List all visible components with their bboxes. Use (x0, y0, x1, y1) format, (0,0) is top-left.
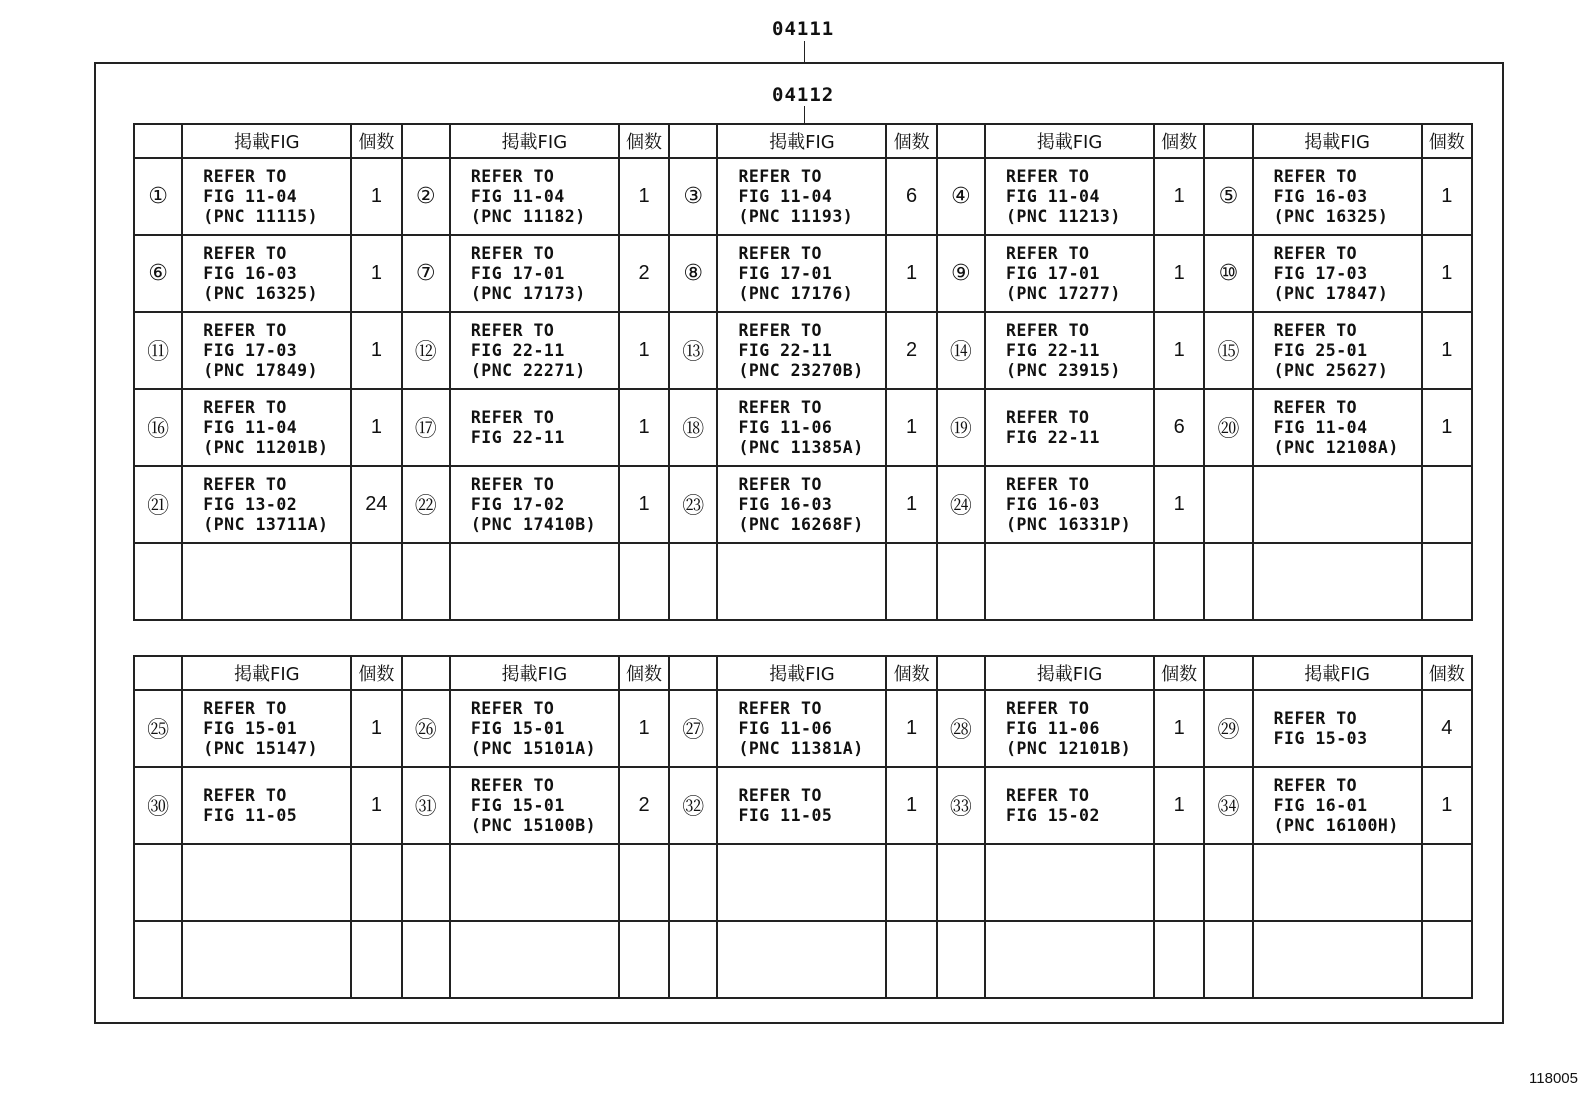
fig-reference-line: (PNC 17173) (470, 283, 586, 303)
header-number-cell (1204, 124, 1252, 158)
fig-reference (985, 235, 1154, 312)
header-qty: 個数 (351, 656, 401, 690)
fig-reference (985, 690, 1154, 767)
fig-reference-line: FIG 17-03 (203, 340, 298, 360)
quantity: 1 (1154, 466, 1204, 543)
item-number: ⑪ (134, 312, 182, 389)
item-number (402, 921, 450, 998)
item-number (402, 844, 450, 921)
fig-reference (717, 312, 886, 389)
fig-reference-line: FIG 22-11 (470, 340, 565, 360)
fig-reference-line: REFER TO (203, 243, 287, 263)
table-row (134, 844, 1472, 921)
table-row (134, 921, 1472, 998)
item-number: ⑲ (937, 389, 985, 466)
fig-reference-line: FIG 22-11 (738, 340, 833, 360)
fig-reference-line: (PNC 25627) (1273, 360, 1389, 380)
fig-reference-line: (PNC 16325) (203, 283, 319, 303)
fig-reference (450, 767, 619, 844)
fig-reference-line: FIG 11-05 (203, 805, 298, 825)
item-number: ㉖ (402, 690, 450, 767)
fig-reference-line: (PNC 11385A) (738, 437, 864, 457)
item-number: ① (134, 158, 182, 235)
fig-reference-line: FIG 17-02 (470, 494, 565, 514)
fig-reference-line: FIG 16-03 (1273, 186, 1368, 206)
fig-reference-line: FIG 16-03 (738, 494, 833, 514)
quantity (1422, 921, 1472, 998)
quantity (1422, 844, 1472, 921)
table-row (134, 767, 1472, 844)
fig-reference-line: FIG 11-05 (738, 805, 833, 825)
header-qty: 個数 (886, 656, 936, 690)
item-number: ③ (669, 158, 717, 235)
quantity (351, 844, 401, 921)
fig-reference-line: (PNC 17410B) (470, 514, 597, 534)
item-number: ⑩ (1204, 235, 1252, 312)
illustration-id: 118005 (1529, 1070, 1578, 1087)
fig-reference-line: REFER TO (1006, 474, 1090, 494)
item-number (134, 921, 182, 998)
item-number (669, 844, 717, 921)
fig-reference-line: FIG 15-01 (470, 795, 565, 815)
quantity: 1 (351, 389, 401, 466)
fig-reference-line: REFER TO (738, 785, 822, 805)
fig-reference-line: REFER TO (738, 474, 822, 494)
fig-reference (717, 389, 886, 466)
fig-reference-line: (PNC 16325) (1273, 206, 1389, 226)
fig-reference-line: FIG 11-04 (203, 186, 298, 206)
quantity: 2 (619, 235, 669, 312)
fig-reference-line: FIG 22-11 (1006, 427, 1100, 447)
item-number (669, 921, 717, 998)
fig-reference-line: REFER TO (1273, 320, 1358, 340)
header-number-cell (937, 124, 985, 158)
fig-reference-line: FIG 17-01 (470, 263, 565, 283)
item-number: ⑥ (134, 235, 182, 312)
quantity: 1 (1422, 767, 1472, 844)
fig-reference-line: REFER TO (203, 397, 287, 417)
item-number (669, 543, 717, 620)
fig-reference-line: REFER TO (470, 320, 555, 340)
quantity: 1 (619, 312, 669, 389)
quantity (1422, 466, 1472, 543)
quantity: 1 (619, 158, 669, 235)
quantity: 1 (351, 767, 401, 844)
quantity: 4 (1422, 690, 1472, 767)
fig-reference-line: FIG 15-03 (1273, 728, 1368, 748)
fig-reference-line: FIG 25-01 (1273, 340, 1368, 360)
fig-reference-line: (PNC 15100B) (470, 815, 597, 835)
header-number-cell (669, 656, 717, 690)
fig-reference (717, 767, 886, 844)
fig-reference-line: REFER TO (1273, 775, 1358, 795)
quantity: 1 (1154, 235, 1204, 312)
quantity: 6 (886, 158, 936, 235)
quantity: 1 (886, 235, 936, 312)
quantity (619, 921, 669, 998)
fig-reference (985, 921, 1154, 998)
fig-reference (717, 844, 886, 921)
item-number: ㉛ (402, 767, 450, 844)
item-number: ④ (937, 158, 985, 235)
quantity (1154, 543, 1204, 620)
fig-reference-line: (PNC 11381A) (738, 738, 864, 758)
item-number: ㉒ (402, 466, 450, 543)
fig-reference-line: REFER TO (203, 474, 287, 494)
fig-reference-line: (PNC 15101A) (470, 738, 597, 758)
header-row (134, 656, 1472, 690)
table-row (134, 543, 1472, 620)
fig-reference (717, 690, 886, 767)
quantity: 1 (1422, 312, 1472, 389)
fig-reference-line: (PNC 17277) (1006, 283, 1121, 303)
fig-reference (182, 844, 351, 921)
header-qty: 個数 (1154, 656, 1204, 690)
fig-reference (985, 466, 1154, 543)
item-number: ⑧ (669, 235, 717, 312)
quantity: 1 (1154, 158, 1204, 235)
header-number-cell (134, 656, 182, 690)
fig-reference (1253, 767, 1422, 844)
fig-reference (182, 389, 351, 466)
table-row (134, 235, 1472, 312)
fig-reference-line: REFER TO (738, 166, 822, 186)
fig-reference (182, 921, 351, 998)
header-row (134, 124, 1472, 158)
parts-reference-table-1 (133, 123, 1473, 621)
fig-reference (1253, 844, 1422, 921)
fig-reference-line: REFER TO (470, 166, 555, 186)
item-number (134, 844, 182, 921)
fig-reference-line: FIG 16-03 (203, 263, 298, 283)
quantity (619, 844, 669, 921)
fig-reference-line: REFER TO (738, 397, 822, 417)
fig-reference-line: FIG 15-02 (1006, 805, 1100, 825)
fig-reference-line: REFER TO (1273, 166, 1358, 186)
item-number: ⑬ (669, 312, 717, 389)
table-row (134, 690, 1472, 767)
table-row (134, 158, 1472, 235)
table-row (134, 389, 1472, 466)
quantity (1422, 543, 1472, 620)
item-number: ⑳ (1204, 389, 1252, 466)
item-number (937, 921, 985, 998)
fig-reference (717, 235, 886, 312)
fig-reference (717, 158, 886, 235)
header-fig: 掲載FIG (1253, 124, 1422, 158)
parts-reference-table-2 (133, 655, 1473, 999)
fig-reference-line: (PNC 15147) (203, 738, 319, 758)
quantity: 1 (1422, 389, 1472, 466)
quantity (619, 543, 669, 620)
fig-reference (450, 844, 619, 921)
header-qty: 個数 (886, 124, 936, 158)
quantity: 2 (886, 312, 936, 389)
item-number: ㉑ (134, 466, 182, 543)
quantity: 1 (1422, 158, 1472, 235)
fig-reference-line: REFER TO (1006, 243, 1090, 263)
fig-reference (450, 690, 619, 767)
item-number (134, 543, 182, 620)
header-fig: 掲載FIG (450, 124, 619, 158)
fig-reference (717, 466, 886, 543)
fig-reference (717, 543, 886, 620)
fig-reference-line: (PNC 12101B) (1006, 738, 1132, 758)
header-qty: 個数 (351, 124, 401, 158)
inner-leader-line (804, 106, 805, 123)
header-fig: 掲載FIG (985, 124, 1154, 158)
fig-reference (182, 767, 351, 844)
fig-reference (1253, 312, 1422, 389)
fig-reference (1253, 543, 1422, 620)
item-number: ㉙ (1204, 690, 1252, 767)
fig-reference (1253, 158, 1422, 235)
fig-reference-line: REFER TO (203, 320, 287, 340)
item-number: ㉞ (1204, 767, 1252, 844)
item-number: ㉚ (134, 767, 182, 844)
table-row (134, 312, 1472, 389)
quantity: 1 (351, 235, 401, 312)
fig-reference-line: FIG 13-02 (203, 494, 298, 514)
fig-reference (182, 312, 351, 389)
fig-reference-line: (PNC 13711A) (203, 514, 329, 534)
header-number-cell (134, 124, 182, 158)
fig-reference-line: FIG 16-01 (1273, 795, 1368, 815)
fig-reference-line: (PNC 11193) (738, 206, 854, 226)
fig-reference (985, 312, 1154, 389)
fig-reference-line: REFER TO (1273, 397, 1358, 417)
fig-reference-line: FIG 22-11 (1006, 340, 1100, 360)
quantity: 1 (886, 466, 936, 543)
header-number-cell (669, 124, 717, 158)
quantity (1154, 921, 1204, 998)
fig-reference-line: FIG 11-06 (1006, 718, 1100, 738)
fig-reference-line: FIG 11-04 (738, 186, 833, 206)
fig-reference (182, 466, 351, 543)
fig-reference (1253, 466, 1422, 543)
fig-reference-line: FIG 17-01 (1006, 263, 1100, 283)
quantity: 2 (619, 767, 669, 844)
quantity: 1 (1154, 767, 1204, 844)
fig-reference (182, 158, 351, 235)
quantity: 1 (1154, 690, 1204, 767)
item-number: ⑮ (1204, 312, 1252, 389)
item-number (937, 844, 985, 921)
fig-reference-line: REFER TO (1006, 785, 1090, 805)
item-number (1204, 466, 1252, 543)
item-number: ㉓ (669, 466, 717, 543)
quantity: 1 (351, 690, 401, 767)
fig-reference-line: (PNC 17849) (203, 360, 319, 380)
fig-reference (182, 543, 351, 620)
fig-reference-line: REFER TO (738, 320, 822, 340)
fig-reference-line: (PNC 11115) (203, 206, 319, 226)
fig-reference-line: (PNC 17847) (1273, 283, 1389, 303)
quantity: 1 (886, 690, 936, 767)
item-number (1204, 543, 1252, 620)
fig-reference (1253, 690, 1422, 767)
quantity (886, 921, 936, 998)
fig-reference (450, 312, 619, 389)
header-number-cell (937, 656, 985, 690)
item-number (937, 543, 985, 620)
item-number: ⑨ (937, 235, 985, 312)
fig-reference-line: (PNC 11213) (1006, 206, 1121, 226)
item-number: ㉗ (669, 690, 717, 767)
fig-reference-line: REFER TO (470, 775, 555, 795)
fig-reference-line: REFER TO (1273, 243, 1358, 263)
header-qty: 個数 (619, 656, 669, 690)
header-fig: 掲載FIG (450, 656, 619, 690)
item-number: ⑱ (669, 389, 717, 466)
fig-reference-line: REFER TO (1006, 407, 1090, 427)
fig-reference-line: FIG 11-04 (470, 186, 565, 206)
item-number (1204, 921, 1252, 998)
outer-leader-line (804, 41, 805, 62)
quantity: 1 (619, 690, 669, 767)
fig-reference (717, 921, 886, 998)
fig-reference-line: REFER TO (1006, 166, 1090, 186)
fig-reference-line: REFER TO (738, 243, 822, 263)
quantity: 1 (351, 312, 401, 389)
fig-reference (985, 844, 1154, 921)
header-qty: 個数 (1422, 656, 1472, 690)
header-fig: 掲載FIG (717, 124, 886, 158)
fig-reference (450, 921, 619, 998)
fig-reference-line: (PNC 12108A) (1273, 437, 1399, 457)
fig-reference-line: REFER TO (738, 698, 822, 718)
item-number (1204, 844, 1252, 921)
quantity: 1 (886, 767, 936, 844)
header-number-cell (1204, 656, 1252, 690)
fig-reference-line: (PNC 16100H) (1273, 815, 1399, 835)
item-number: ㉕ (134, 690, 182, 767)
header-fig: 掲載FIG (717, 656, 886, 690)
fig-reference (1253, 921, 1422, 998)
item-number (402, 543, 450, 620)
fig-reference-line: REFER TO (1006, 698, 1090, 718)
header-qty: 個数 (1154, 124, 1204, 158)
fig-reference-line: REFER TO (470, 474, 555, 494)
fig-reference-line: FIG 16-03 (1006, 494, 1100, 514)
quantity (1154, 844, 1204, 921)
fig-reference-line: (PNC 17176) (738, 283, 854, 303)
fig-reference-line: (PNC 22271) (470, 360, 586, 380)
fig-reference-line: FIG 17-01 (738, 263, 833, 283)
item-number: ㉘ (937, 690, 985, 767)
quantity: 1 (1154, 312, 1204, 389)
table-row (134, 466, 1472, 543)
item-number: ② (402, 158, 450, 235)
fig-reference-line: (PNC 16331P) (1006, 514, 1132, 534)
quantity: 1 (351, 158, 401, 235)
fig-reference-line: FIG 15-01 (470, 718, 565, 738)
header-fig: 掲載FIG (182, 124, 351, 158)
fig-reference-line: FIG 11-04 (203, 417, 298, 437)
fig-reference-line: REFER TO (470, 243, 555, 263)
fig-reference-line: REFER TO (203, 698, 287, 718)
quantity: 1 (619, 389, 669, 466)
header-fig: 掲載FIG (1253, 656, 1422, 690)
fig-reference (450, 235, 619, 312)
fig-reference (985, 158, 1154, 235)
fig-reference-line: (PNC 16268F) (738, 514, 864, 534)
fig-reference (450, 389, 619, 466)
item-number: ⑰ (402, 389, 450, 466)
item-number: ㉜ (669, 767, 717, 844)
fig-reference-line: FIG 11-06 (738, 417, 833, 437)
fig-reference (450, 158, 619, 235)
quantity (886, 543, 936, 620)
fig-reference-line: REFER TO (1273, 708, 1358, 728)
fig-reference-line: (PNC 11182) (470, 206, 586, 226)
fig-reference (985, 543, 1154, 620)
item-number: ⑤ (1204, 158, 1252, 235)
fig-reference-line: (PNC 23915) (1006, 360, 1121, 380)
fig-reference-line: REFER TO (203, 785, 287, 805)
fig-reference-line: FIG 15-01 (203, 718, 298, 738)
fig-reference (450, 466, 619, 543)
quantity: 1 (619, 466, 669, 543)
fig-reference-line: (PNC 23270B) (738, 360, 864, 380)
quantity (351, 921, 401, 998)
header-qty: 個数 (619, 124, 669, 158)
fig-reference-line: FIG 11-06 (738, 718, 833, 738)
fig-reference-line: FIG 22-11 (470, 427, 565, 447)
item-number: ⑦ (402, 235, 450, 312)
item-number: ⑫ (402, 312, 450, 389)
fig-reference (450, 543, 619, 620)
quantity: 6 (1154, 389, 1204, 466)
header-number-cell (402, 656, 450, 690)
fig-reference (182, 690, 351, 767)
fig-reference (985, 767, 1154, 844)
item-number: ㉝ (937, 767, 985, 844)
fig-reference-line: FIG 17-03 (1273, 263, 1368, 283)
quantity (351, 543, 401, 620)
fig-reference (985, 389, 1154, 466)
fig-reference-line: REFER TO (1006, 320, 1090, 340)
outer-label: 04111 (772, 18, 835, 40)
fig-reference (182, 235, 351, 312)
fig-reference (1253, 389, 1422, 466)
fig-reference-line: REFER TO (470, 407, 555, 427)
header-fig: 掲載FIG (182, 656, 351, 690)
item-number: ㉔ (937, 466, 985, 543)
inner-label: 04112 (772, 84, 835, 106)
header-fig: 掲載FIG (985, 656, 1154, 690)
fig-reference-line: FIG 11-04 (1273, 417, 1368, 437)
fig-reference-line: REFER TO (470, 698, 555, 718)
item-number: ⑯ (134, 389, 182, 466)
fig-reference-line: FIG 11-04 (1006, 186, 1100, 206)
quantity (886, 844, 936, 921)
quantity: 24 (351, 466, 401, 543)
quantity: 1 (1422, 235, 1472, 312)
fig-reference-line: REFER TO (203, 166, 287, 186)
quantity: 1 (886, 389, 936, 466)
header-number-cell (402, 124, 450, 158)
fig-reference (1253, 235, 1422, 312)
header-qty: 個数 (1422, 124, 1472, 158)
item-number: ⑭ (937, 312, 985, 389)
fig-reference-line: (PNC 11201B) (203, 437, 329, 457)
